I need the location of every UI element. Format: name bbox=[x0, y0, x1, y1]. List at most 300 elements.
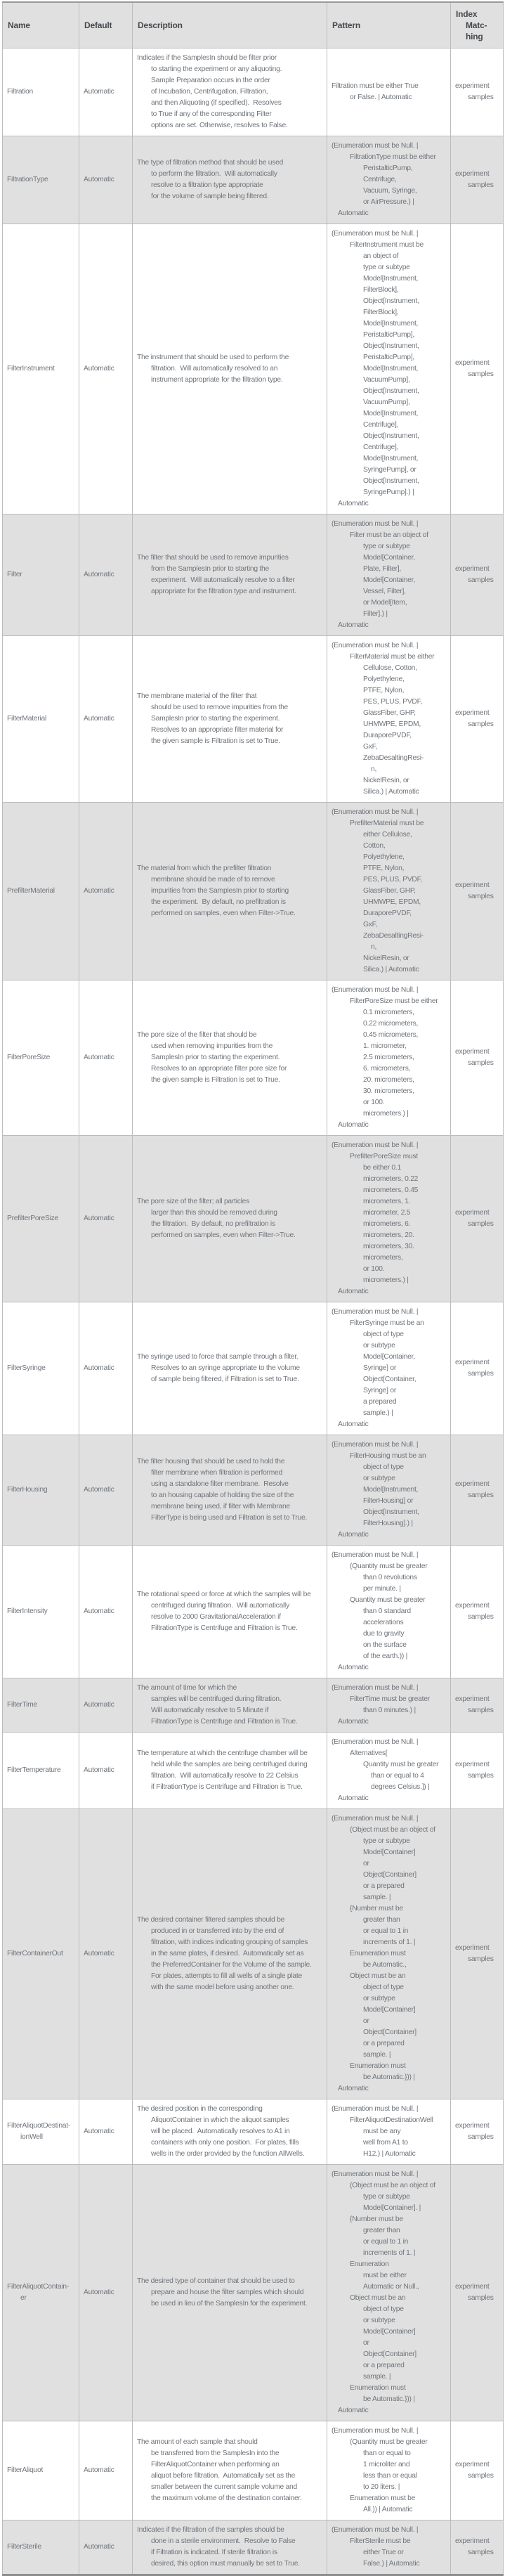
index-matching-cell bbox=[451, 2099, 504, 2165]
pattern-line: FilterSyringe must be an bbox=[350, 1319, 424, 1327]
description-line: The filter housing that should be used to hold the bbox=[137, 1458, 285, 1465]
description-line: should be used to remove impurities from the bbox=[151, 704, 289, 711]
pattern-line: must be any bbox=[363, 2128, 401, 2135]
index-matching-line: samples bbox=[468, 1059, 494, 1067]
pattern-line: Object[Container] bbox=[363, 1871, 417, 1879]
pattern-line: or subtype bbox=[363, 2317, 395, 2324]
description-cell bbox=[133, 636, 327, 803]
table-row-PrefilterPoreSize bbox=[3, 1136, 504, 1302]
description-line: The syringe used to force that sample through a filter. bbox=[137, 1353, 299, 1361]
default-value: Automatic bbox=[84, 1054, 114, 1061]
pattern-line: PES, PLUS, PVDF, bbox=[363, 876, 423, 884]
description-cell bbox=[133, 2165, 327, 2421]
pattern-line: be Automatic.})) | bbox=[363, 2073, 415, 2081]
pattern-line: accelerations bbox=[363, 1619, 404, 1626]
column-header-line: Description bbox=[138, 20, 183, 30]
option-name: FilterTime bbox=[7, 1701, 37, 1709]
description-line: The filter that should be used to remove impurities bbox=[137, 554, 289, 562]
column-header-line: Default bbox=[84, 20, 112, 30]
pattern-cell bbox=[327, 1678, 451, 1733]
default-cell bbox=[79, 636, 133, 803]
description-line: the maximum volume of the destination container. bbox=[151, 2494, 302, 2502]
pattern-line: 1. micrometer, bbox=[363, 1042, 407, 1050]
pattern-line: micrometers, 6. bbox=[363, 1220, 411, 1228]
description-line: The type of filtration method that should be used bbox=[137, 159, 284, 167]
description-line: wells in the order provided by the function AllWells. bbox=[151, 2150, 305, 2158]
pattern-line: 30. micrometers, bbox=[363, 1087, 414, 1095]
description-line: Indicates if the filtration of the samples should be bbox=[137, 2526, 284, 2534]
pattern-line: or bbox=[363, 2017, 369, 2025]
pattern-line: be either 0.1 bbox=[363, 1164, 401, 1172]
default-value: Automatic bbox=[84, 2128, 114, 2135]
pattern-line: Syringe] or bbox=[363, 1387, 397, 1394]
option-name: er bbox=[20, 2294, 27, 2302]
option-name: FiltrationType bbox=[7, 176, 48, 183]
pattern-line: Model[Instrument, bbox=[363, 410, 419, 418]
description-line: The rotational speed or force at which the samples will be bbox=[137, 1591, 311, 1598]
pattern-line: sample. | bbox=[363, 1894, 391, 1901]
pattern-line: an object of bbox=[363, 252, 399, 260]
description-line: aliquot before filtration. Automatically set as the bbox=[151, 2472, 296, 2480]
pattern-line: greater than bbox=[363, 1916, 400, 1924]
pattern-line: 2.5 micrometers, bbox=[363, 1054, 414, 1061]
pattern-line: or equal to 1 in bbox=[363, 2238, 409, 2246]
description-cell bbox=[133, 1302, 327, 1435]
index-matching-line: samples bbox=[468, 1772, 494, 1780]
index-matching-cell bbox=[451, 1435, 504, 1546]
column-header-line: Index bbox=[456, 9, 478, 19]
description-line: membrane should be made of to remove bbox=[151, 876, 275, 884]
pattern-line: less than or equal bbox=[363, 2472, 417, 2480]
pattern-line: (Enumeration must be Null. | bbox=[332, 986, 419, 994]
pattern-line: PeristalticPump, bbox=[363, 164, 413, 172]
pattern-line: micrometers, 30. bbox=[363, 1243, 414, 1250]
pattern-line: Model[Container] bbox=[363, 2006, 416, 2014]
name-cell bbox=[3, 136, 79, 224]
pattern-line: (Enumeration must be Null. | bbox=[332, 1815, 419, 1823]
table-row-FilterMaterial bbox=[3, 636, 504, 803]
description-line: appropriate for the filtration type and instrument. bbox=[151, 588, 296, 595]
column-header-line: Matc- bbox=[466, 20, 487, 30]
pattern-line: Automatic bbox=[338, 2407, 369, 2414]
table-row-FilterPoreSize bbox=[3, 980, 504, 1136]
index-matching-cell bbox=[451, 1302, 504, 1435]
description-line: resolve to a filtration type appropriate bbox=[151, 181, 263, 189]
pattern-line: FilterSterile must be bbox=[350, 2537, 411, 2545]
pattern-line: {Number must be bbox=[350, 1905, 403, 1912]
option-name: FilterIntensity bbox=[7, 1607, 48, 1615]
pattern-line: or subtype bbox=[363, 1475, 395, 1482]
table-row-FilterAliquotDestinationWell bbox=[3, 2099, 504, 2165]
pattern-line: well from A1 to bbox=[363, 2139, 408, 2147]
description-line: of sample being filtered, if Filtration is set to True. bbox=[151, 1376, 299, 1383]
pattern-line: Object[Container, bbox=[363, 1376, 417, 1383]
description-line: Indicates if the SamplesIn should be filter prior bbox=[137, 54, 277, 62]
pattern-line: FilterHousing] or bbox=[363, 1497, 414, 1505]
description-line: performed on samples, even when Filter->True. bbox=[151, 1231, 296, 1239]
pattern-line: Object must be an bbox=[350, 1972, 406, 1980]
pattern-cell bbox=[327, 1733, 451, 1809]
pattern-line: micrometers, 1. bbox=[363, 1198, 411, 1205]
pattern-line: Automatic bbox=[338, 1664, 369, 1671]
pattern-line: FilterTime must be greater bbox=[350, 1695, 430, 1703]
pattern-line: PTFE, Nylon, bbox=[363, 687, 405, 694]
pattern-line: (Enumeration must be Null. | bbox=[332, 1308, 419, 1316]
pattern-line: VacuumPump], bbox=[363, 399, 410, 406]
name-cell bbox=[3, 1136, 79, 1302]
description-line: performed on samples, even when Filter->True. bbox=[151, 910, 296, 917]
pattern-line: Centrifuge, bbox=[363, 176, 397, 183]
pattern-line: Enumeration bbox=[350, 2260, 389, 2268]
default-cell bbox=[79, 1302, 133, 1435]
pattern-line: (Enumeration must be Null. | bbox=[332, 520, 419, 528]
pattern-line: GxF, bbox=[363, 921, 378, 928]
pattern-line: Model[Container, bbox=[363, 576, 415, 584]
pattern-line: (Enumeration must be Null. | bbox=[332, 1684, 419, 1692]
index-matching-cell bbox=[451, 980, 504, 1136]
default-cell bbox=[79, 1435, 133, 1546]
description-line: FilterAliquotContainer when performing an bbox=[151, 2461, 280, 2468]
pattern-line: (Enumeration must be Null. | bbox=[332, 2427, 419, 2435]
description-cell bbox=[133, 1809, 327, 2099]
pattern-line: Automatic bbox=[338, 500, 369, 507]
pattern-line: of the earth.)) | bbox=[363, 1652, 408, 1660]
pattern-line: SyringePump].) | bbox=[363, 488, 414, 496]
pattern-line: (Object must be an object of bbox=[350, 1826, 435, 1834]
pattern-line: (Enumeration must be Null. | bbox=[332, 142, 419, 150]
default-value: Automatic bbox=[84, 715, 114, 723]
pattern-cell bbox=[327, 1435, 451, 1546]
description-line: to True if any of the corresponding Filter bbox=[151, 110, 272, 118]
pattern-line: micrometers.) | bbox=[363, 1276, 409, 1284]
description-line: the PreferredContainer for the Volume of the sample. bbox=[151, 1961, 312, 1969]
table-row-FilterInstrument bbox=[3, 224, 504, 514]
option-name: FilterInstrument bbox=[7, 365, 55, 373]
pattern-line: Model[Container] bbox=[363, 2328, 416, 2336]
default-value: Automatic bbox=[84, 1766, 114, 1774]
pattern-line: micrometers, bbox=[363, 1254, 403, 1262]
description-line: the experiment. By default, no prefiltration is bbox=[151, 898, 286, 906]
description-line: in the same plates, if desired. Automatically set as bbox=[151, 1950, 304, 1957]
description-line: prepare and house the filter samples which should bbox=[151, 2289, 304, 2296]
description-line: For plates, attempts to fill all wells of a single plate bbox=[151, 1972, 302, 1980]
pattern-line: Automatic bbox=[338, 1420, 369, 1428]
pattern-line: Model[Instrument, bbox=[363, 320, 419, 328]
pattern-line: 0.1 micrometers, bbox=[363, 1009, 414, 1016]
description-line: to an housing capable of holding the size of the bbox=[151, 1491, 294, 1499]
pattern-line: Filter].) | bbox=[363, 610, 388, 618]
pattern-line: than or equal to bbox=[363, 2449, 411, 2457]
default-value: Automatic bbox=[84, 2543, 114, 2551]
description-cell bbox=[133, 2099, 327, 2165]
pattern-line: Model[Container, bbox=[363, 1353, 415, 1361]
default-cell bbox=[79, 2165, 133, 2421]
default-value: Automatic bbox=[84, 1701, 114, 1709]
description-line: filtration, with indices indicating grouping of samples bbox=[151, 1939, 308, 1946]
index-matching-line: samples bbox=[468, 2133, 494, 2141]
pattern-line: Automatic bbox=[338, 621, 369, 629]
pattern-line: or a prepared bbox=[363, 2362, 405, 2369]
pattern-line: Quantity must be greater bbox=[350, 1596, 426, 1604]
pattern-line: or 100. bbox=[363, 1265, 385, 1273]
pattern-line: (Object must be an object of bbox=[350, 2182, 435, 2189]
index-matching-line: samples bbox=[468, 1370, 494, 1378]
pattern-line: n, bbox=[371, 765, 377, 773]
index-matching-line: experiment bbox=[455, 2537, 490, 2545]
option-name: FilterAliquot bbox=[7, 2466, 44, 2474]
description-line: used when removing impurities from the bbox=[151, 1042, 273, 1050]
description-cell bbox=[133, 1546, 327, 1678]
pattern-line: Enumeration must bbox=[350, 1950, 406, 1957]
pattern-line: (Enumeration must be Null. | bbox=[332, 1738, 419, 1746]
pattern-line: FilterBlock], bbox=[363, 309, 399, 316]
pattern-line: FilterHousing must be an bbox=[350, 1452, 426, 1460]
pattern-line: either Cellulose, bbox=[363, 831, 412, 839]
pattern-line: or a prepared bbox=[363, 1882, 405, 1890]
pattern-cell bbox=[327, 980, 451, 1136]
description-line: FilterType is being used and Filtration is set to True. bbox=[151, 1514, 308, 1522]
option-name: FilterContainerOut bbox=[7, 1950, 63, 1957]
index-matching-line: experiment bbox=[455, 565, 490, 573]
pattern-line: Silica.) | Automatic bbox=[363, 788, 419, 796]
pattern-line: ZebaDesaltingResi- bbox=[363, 754, 424, 762]
index-matching-cell bbox=[451, 1136, 504, 1302]
default-cell bbox=[79, 1136, 133, 1302]
header-row bbox=[3, 2, 504, 48]
description-cell bbox=[133, 2520, 327, 2575]
table-header bbox=[3, 2, 504, 48]
name-cell bbox=[3, 224, 79, 514]
pattern-line: to 20 liters. | bbox=[363, 2483, 400, 2491]
pattern-line: Model[Instrument, bbox=[363, 275, 419, 283]
pattern-line: or subtype bbox=[363, 1995, 395, 2002]
description-line: centrifuged during filtration. Will automatically bbox=[151, 1602, 289, 1610]
description-line: be transferred from the SamplesIn into the bbox=[151, 2449, 280, 2457]
pattern-line: Object[Container] bbox=[363, 2350, 417, 2358]
description-line: using a standalone filter membrane. Resolve bbox=[151, 1480, 289, 1488]
description-line: FiltrationType is Centrifuge and Filtration is True. bbox=[151, 1624, 298, 1632]
pattern-line: Automatic or Null., bbox=[363, 2283, 419, 2291]
index-matching-cell bbox=[451, 224, 504, 514]
pattern-line: FilterBlock], bbox=[363, 286, 399, 294]
pattern-line: NickelResin, or bbox=[363, 777, 409, 784]
description-cell bbox=[133, 1733, 327, 1809]
option-name: ionWell bbox=[20, 2133, 43, 2141]
pattern-line: Automatic bbox=[338, 209, 369, 217]
pattern-line: Automatic bbox=[338, 2085, 369, 2092]
default-value: Automatic bbox=[84, 1364, 114, 1372]
table-row-FilterAliquotContainer bbox=[3, 2165, 504, 2421]
pattern-line: (Enumeration must be Null. | bbox=[332, 2526, 419, 2534]
pattern-line: must be either bbox=[363, 2272, 407, 2279]
index-matching-line: samples bbox=[468, 576, 494, 584]
index-matching-line: samples bbox=[468, 893, 494, 900]
index-matching-line: samples bbox=[468, 1491, 494, 1499]
pattern-line: SyringePump], or bbox=[363, 466, 417, 474]
default-cell bbox=[79, 1809, 133, 2099]
pattern-line: PTFE, Nylon, bbox=[363, 865, 405, 872]
pattern-line: or subtype bbox=[363, 1342, 395, 1350]
pattern-line: type or subtype bbox=[363, 543, 410, 550]
pattern-cell bbox=[327, 2520, 451, 2575]
pattern-line: ZebaDesaltingResi- bbox=[363, 932, 424, 940]
description-line: samples will be centrifuged during filtration. bbox=[151, 1695, 282, 1703]
pattern-cell bbox=[327, 636, 451, 803]
name-cell bbox=[3, 980, 79, 1136]
option-name: FilterAliquotContain- bbox=[7, 2283, 70, 2291]
pattern-line: sample. | bbox=[363, 2373, 391, 2381]
pattern-line: than 0 revolutions bbox=[363, 1574, 417, 1581]
name-cell bbox=[3, 514, 79, 636]
pattern-line: Silica.) | Automatic bbox=[363, 966, 419, 973]
index-matching-line: experiment bbox=[455, 1602, 490, 1610]
column-header-description bbox=[133, 2, 327, 48]
pattern-line: Object[Instrument, bbox=[363, 387, 419, 395]
table-row-PrefilterMaterial bbox=[3, 803, 504, 980]
description-line: for the volume of sample being filtered. bbox=[151, 193, 269, 200]
name-cell bbox=[3, 1546, 79, 1678]
default-cell bbox=[79, 136, 133, 224]
pattern-line: Filtration must be either True bbox=[332, 82, 419, 90]
pattern-line: Syringe] or bbox=[363, 1364, 397, 1372]
default-cell bbox=[79, 2421, 133, 2520]
pattern-line: (Enumeration must be Null. | bbox=[332, 1551, 419, 1559]
pattern-line: {Number must be bbox=[350, 2215, 403, 2223]
option-name: FilterMaterial bbox=[7, 715, 47, 723]
pattern-line: UHMWPE, EPDM, bbox=[363, 720, 421, 728]
description-line: Resolves to an appropriate filter pore size for bbox=[151, 1065, 287, 1073]
pattern-line: Automatic bbox=[338, 1121, 369, 1129]
description-line: the filtration. By default, no prefiltration is bbox=[151, 1220, 275, 1228]
description-line: with the same model before using another one. bbox=[151, 1983, 294, 1991]
pattern-line: Object[Instrument, bbox=[363, 297, 419, 305]
pattern-cell bbox=[327, 2165, 451, 2421]
column-header-index-matching bbox=[451, 2, 504, 48]
pattern-line: be Automatic., bbox=[363, 1961, 407, 1969]
column-header-default bbox=[79, 2, 133, 48]
index-matching-line: experiment bbox=[455, 2122, 490, 2130]
option-name: Filter bbox=[7, 571, 22, 578]
pattern-line: Object[Container] bbox=[363, 2028, 417, 2036]
pattern-line: Model[Instrument, bbox=[363, 455, 419, 462]
table-row-FilterSterile bbox=[3, 2520, 504, 2575]
index-matching-line: experiment bbox=[455, 82, 490, 90]
description-line: SamplesIn prior to starting the experiment. bbox=[151, 715, 280, 723]
pattern-line: or 100. bbox=[363, 1099, 385, 1106]
pattern-line: (Enumeration must be Null. | bbox=[332, 2170, 419, 2178]
table-row-FilterTemperature bbox=[3, 1733, 504, 1809]
pattern-line: DuraporePVDF, bbox=[363, 910, 412, 917]
default-cell bbox=[79, 2099, 133, 2165]
pattern-cell bbox=[327, 136, 451, 224]
pattern-line: object of type bbox=[363, 1983, 404, 1991]
default-value: Automatic bbox=[84, 1950, 114, 1957]
default-cell bbox=[79, 980, 133, 1136]
description-line: larger than this should be removed during bbox=[151, 1209, 277, 1217]
description-cell bbox=[133, 980, 327, 1136]
pattern-line: or Model[Item, bbox=[363, 599, 407, 607]
table-row-FilterAliquot bbox=[3, 2421, 504, 2520]
default-value: Automatic bbox=[84, 571, 114, 578]
pattern-line: Alternatives[ bbox=[350, 1749, 388, 1757]
pattern-line: 6. micrometers, bbox=[363, 1065, 411, 1073]
description-line: Sample Preparation occurs in the order bbox=[151, 77, 270, 84]
description-line: filter membrane when filtration is performed bbox=[151, 1469, 283, 1477]
pattern-line: 1 microliter and bbox=[363, 2461, 410, 2468]
description-line: of Incubation, Centrifugation, Filtration, bbox=[151, 88, 268, 96]
description-line: Will automatically resolve to 5 Minute if bbox=[151, 1707, 269, 1714]
pattern-line: UHMWPE, EPDM, bbox=[363, 898, 421, 906]
pattern-line: either True or bbox=[363, 2549, 404, 2556]
index-matching-line: samples bbox=[468, 2472, 494, 2480]
description-cell bbox=[133, 1136, 327, 1302]
description-line: The desired position in the corresponding bbox=[137, 2105, 263, 2113]
pattern-line: or False. | Automatic bbox=[350, 93, 412, 101]
pattern-line: micrometer, 2.5 bbox=[363, 1209, 411, 1217]
pattern-line: Model[Instrument, bbox=[363, 1486, 419, 1494]
index-matching-cell bbox=[451, 636, 504, 803]
pattern-line: GxF, bbox=[363, 743, 378, 751]
index-matching-line: experiment bbox=[455, 1944, 490, 1952]
default-value: Automatic bbox=[84, 365, 114, 373]
pattern-line: FilterPoreSize must be either bbox=[350, 997, 438, 1005]
pattern-line: sample.) | bbox=[363, 1409, 393, 1417]
name-cell bbox=[3, 1809, 79, 2099]
pattern-line: All.)) | Automatic bbox=[363, 2506, 413, 2513]
description-line: The amount of each sample that should bbox=[137, 2438, 258, 2446]
column-header-line: Pattern bbox=[332, 20, 360, 30]
description-cell bbox=[133, 1435, 327, 1546]
default-value: Automatic bbox=[84, 1215, 114, 1222]
description-line: instrument appropriate for the filtration type. bbox=[151, 376, 283, 384]
pattern-line: Polyethylene, bbox=[363, 675, 405, 683]
pattern-line: Quantity must be greater bbox=[363, 1761, 439, 1768]
pattern-line: PeristalticPump], bbox=[363, 331, 415, 339]
default-cell bbox=[79, 1733, 133, 1809]
index-matching-cell bbox=[451, 1546, 504, 1678]
description-line: experiment. Will automatically resolve to a filter bbox=[151, 576, 295, 584]
description-line: held while the samples are being centrifuged during bbox=[151, 1761, 308, 1768]
pattern-line: (Quantity must be greater bbox=[350, 1562, 428, 1570]
pattern-cell bbox=[327, 2421, 451, 2520]
pattern-line: per minute. | bbox=[363, 1585, 401, 1593]
pattern-line: Automatic bbox=[338, 1288, 369, 1295]
pattern-cell bbox=[327, 803, 451, 980]
pattern-line: than 0 minutes.) | bbox=[363, 1707, 416, 1714]
table-row-FilterContainerOut bbox=[3, 1809, 504, 2099]
index-matching-cell bbox=[451, 2165, 504, 2421]
pattern-line: object of type bbox=[363, 2305, 404, 2313]
name-cell bbox=[3, 2520, 79, 2575]
pattern-line: GlassFiber, GHP, bbox=[363, 709, 416, 717]
pattern-line: or equal to 1 in bbox=[363, 1927, 409, 1935]
description-line: to perform the filtration. Will automatically bbox=[151, 170, 277, 178]
index-matching-cell bbox=[451, 1733, 504, 1809]
option-name: FilterSterile bbox=[7, 2543, 41, 2551]
description-cell bbox=[133, 48, 327, 136]
option-name: FilterTemperature bbox=[7, 1766, 61, 1774]
description-line: if FiltrationType is Centrifuge and Filtration is True. bbox=[151, 1783, 303, 1791]
description-line: filtration. Will automatically resolve to 22 Celsius bbox=[151, 1772, 299, 1780]
index-matching-line: experiment bbox=[455, 709, 490, 717]
description-line: The pore size of the filter; all particles bbox=[137, 1198, 250, 1205]
pattern-line: Vessel, Filter], bbox=[363, 588, 406, 595]
name-cell bbox=[3, 48, 79, 136]
pattern-line: micrometers, 20. bbox=[363, 1231, 414, 1239]
pattern-line: micrometers, 0.22 bbox=[363, 1175, 419, 1183]
default-value: Automatic bbox=[84, 176, 114, 183]
pattern-line: FilterMaterial must be either bbox=[350, 653, 435, 661]
